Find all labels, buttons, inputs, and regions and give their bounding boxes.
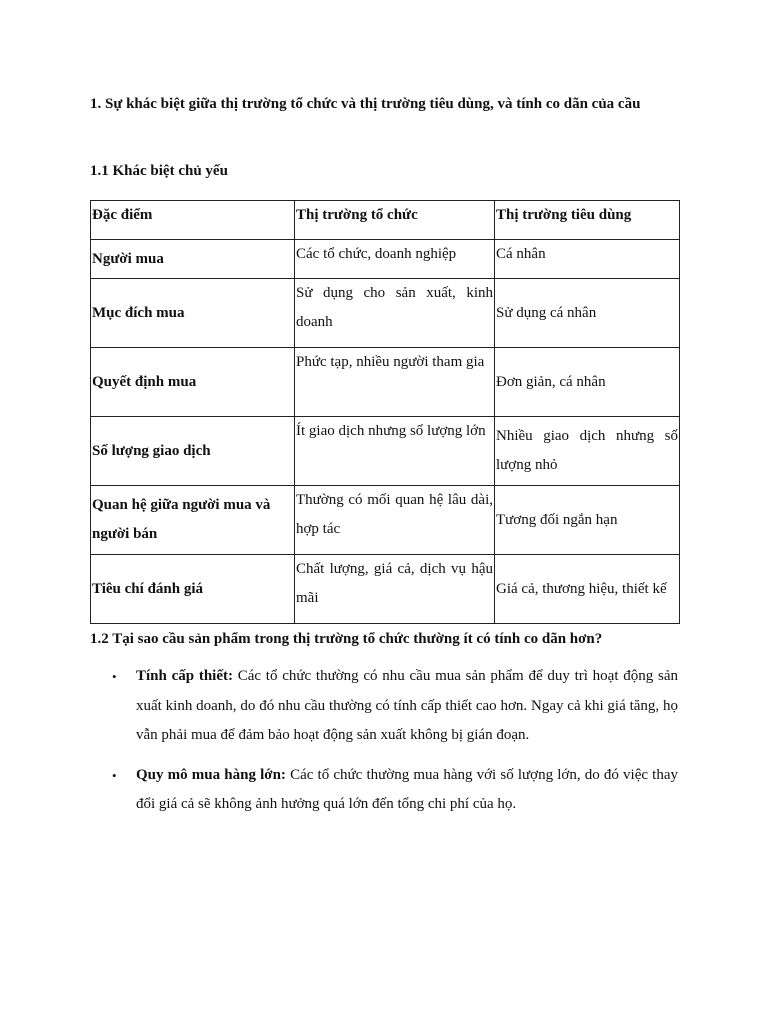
table-cell: Tiêu chí đánh giá: [91, 555, 295, 624]
table-header-cell: Thị trường tổ chức: [295, 201, 495, 240]
comparison-table: [90, 200, 680, 624]
list-item: [90, 662, 678, 751]
reasons-list: [90, 662, 678, 830]
list-item-text: Các tổ chức thường mua hàng với số lượng lớn, do đó việc thay đổi giá cả sẽ không ảnh hưởng quá lớn đến tổng chi phí của họ.: [136, 766, 678, 812]
list-item-label: Tính cấp thiết:: [136, 668, 233, 684]
table-header-cell: Thị trường tiêu dùng: [495, 201, 680, 240]
table-row: [91, 279, 680, 348]
table-header-cell: Đặc điểm: [91, 201, 295, 240]
table-cell: Người mua: [91, 240, 295, 279]
table-cell: Phức tạp, nhiều người tham gia: [295, 348, 495, 417]
table-cell: Tương đối ngắn hạn: [495, 486, 680, 555]
table-cell: Quyết định mua: [91, 348, 295, 417]
bullet-icon: •: [112, 767, 117, 783]
main-heading: 1. Sự khác biệt giữa thị trường tổ chức và thị trường tiêu dùng, và tính co dãn của cầu: [90, 96, 641, 112]
table-row: [91, 348, 680, 417]
table-row: [91, 417, 680, 486]
table-cell: Giá cả, thương hiệu, thiết kế: [495, 555, 680, 624]
section-heading-1-2: 1.2 Tại sao cầu sản phẩm trong thị trường tổ chức thường ít có tính co dãn hơn?: [90, 631, 603, 647]
table-cell: Thường có mối quan hệ lâu dài, hợp tác: [295, 486, 495, 555]
list-item-text: Các tổ chức thường có nhu cầu mua sản phẩm để duy trì hoạt động sản xuất kinh doanh, do đó nhu cầu thường có tính cấp thiết cao hơn. Ngay cả khi giá tăng, họ vẫn phải mua để đảm bảo hoạt động sản xuất không bị gián đoạn.: [136, 668, 678, 743]
table-header-row: [91, 201, 680, 240]
list-item-label: Quy mô mua hàng lớn:: [136, 766, 286, 783]
table-row: [91, 555, 680, 624]
bullet-icon: •: [112, 669, 117, 684]
table-row: [91, 240, 680, 279]
table-cell: Các tổ chức, doanh nghiệp: [295, 240, 495, 279]
table-cell: Chất lượng, giá cả, dịch vụ hậu mãi: [295, 555, 495, 624]
table-cell: Nhiều giao dịch nhưng số lượng nhỏ: [495, 417, 680, 486]
table-cell: Đơn giản, cá nhân: [495, 348, 680, 417]
table-cell: Sử dụng cho sản xuất, kinh doanh: [295, 279, 495, 348]
section-heading-1-1: 1.1 Khác biệt chủ yếu: [90, 163, 228, 179]
table-cell: Mục đích mua: [91, 279, 295, 348]
table-cell: Sử dụng cá nhân: [495, 279, 680, 348]
table-cell: Ít giao dịch nhưng số lượng lớn: [295, 417, 495, 486]
table-cell: Số lượng giao dịch: [91, 417, 295, 486]
list-item: [90, 761, 678, 820]
table-cell: Quan hệ giữa người mua và người bán: [91, 486, 295, 555]
table-row: [91, 486, 680, 555]
table-cell: Cá nhân: [495, 240, 680, 279]
